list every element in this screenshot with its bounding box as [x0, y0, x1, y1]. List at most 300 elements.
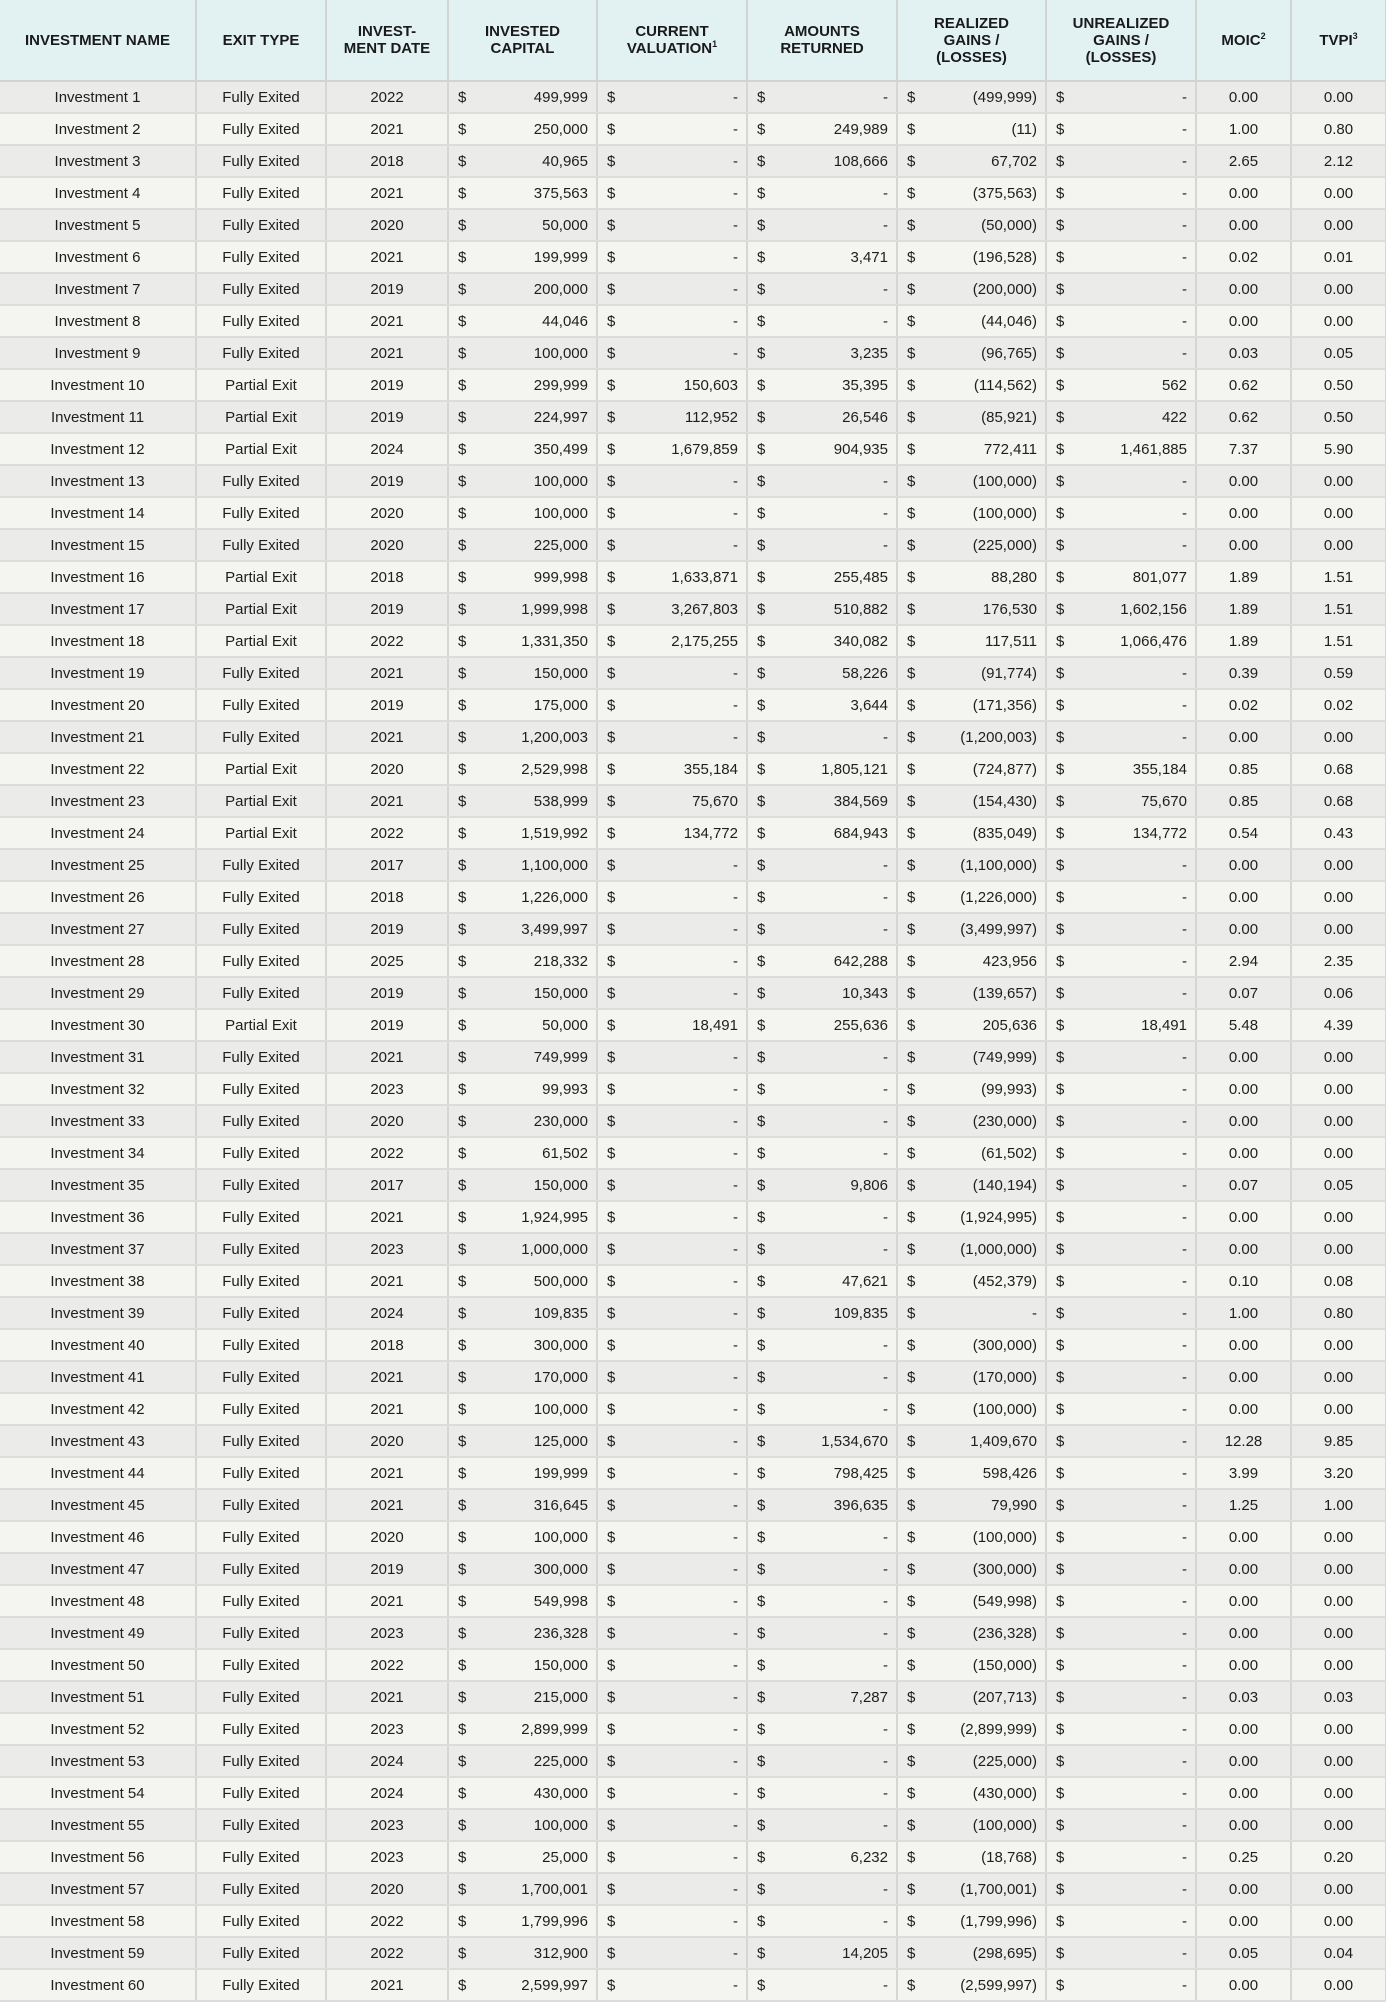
- currency-symbol: $: [1056, 824, 1065, 842]
- amount: 1,200,003: [521, 728, 588, 746]
- amount: 100,000: [533, 1400, 588, 1418]
- cell-investment-date: 2021: [326, 785, 448, 817]
- cell-invested-capital: [448, 305, 597, 337]
- cell-tvpi: 2.35: [1291, 945, 1386, 977]
- amount: (100,000): [972, 472, 1037, 490]
- amount: -: [1182, 1560, 1187, 1578]
- cell-unrealized-gains: [1046, 273, 1196, 305]
- cell-investment-name: Investment 39: [0, 1297, 196, 1329]
- currency-symbol: $: [907, 792, 916, 810]
- amount: 684,943: [833, 824, 888, 842]
- amount: 1,409,670: [970, 1432, 1037, 1450]
- currency-symbol: $: [458, 376, 467, 394]
- cell-unrealized-gains: [1046, 113, 1196, 145]
- amount: 134,772: [1132, 824, 1187, 842]
- amount: -: [733, 344, 738, 362]
- cell-realized-gains: [897, 1457, 1046, 1489]
- cell-moic: 0.00: [1196, 465, 1291, 497]
- cell-realized-gains: [897, 529, 1046, 561]
- currency-symbol: $: [607, 1912, 616, 1930]
- amount: (724,877): [972, 760, 1037, 778]
- cell-investment-name: Investment 33: [0, 1105, 196, 1137]
- cell-invested-capital: [448, 81, 597, 113]
- amount: 772,411: [983, 440, 1037, 458]
- currency-symbol: $: [1056, 1464, 1065, 1482]
- amount: 1,000,000: [521, 1240, 588, 1258]
- cell-investment-date: 2022: [326, 1649, 448, 1681]
- cell-current-valuation: [597, 177, 747, 209]
- cell-exit-type: Fully Exited: [196, 1425, 326, 1457]
- cell-investment-name: Investment 29: [0, 977, 196, 1009]
- currency-symbol: $: [458, 344, 467, 362]
- cell-investment-name: Investment 16: [0, 561, 196, 593]
- cell-tvpi: 0.00: [1291, 1329, 1386, 1361]
- currency-symbol: $: [1056, 1624, 1065, 1642]
- amount: 79,990: [991, 1496, 1037, 1514]
- amount: -: [883, 216, 888, 234]
- currency-symbol: $: [607, 504, 616, 522]
- cell-unrealized-gains: [1046, 1585, 1196, 1617]
- currency-symbol: $: [907, 632, 916, 650]
- header-investment-name: INVESTMENT NAME: [0, 0, 196, 81]
- cell-unrealized-gains: [1046, 337, 1196, 369]
- cell-current-valuation: [597, 1809, 747, 1841]
- cell-moic: 0.00: [1196, 1393, 1291, 1425]
- currency-symbol: $: [907, 472, 916, 490]
- cell-realized-gains: [897, 81, 1046, 113]
- cell-realized-gains: [897, 1905, 1046, 1937]
- table-row: [0, 945, 1386, 977]
- cell-invested-capital: [448, 721, 597, 753]
- amount: (100,000): [972, 1528, 1037, 1546]
- cell-moic: 0.05: [1196, 1937, 1291, 1969]
- cell-realized-gains: [897, 305, 1046, 337]
- cell-investment-name: Investment 30: [0, 1009, 196, 1041]
- table-row: [0, 529, 1386, 561]
- cell-exit-type: Fully Exited: [196, 1617, 326, 1649]
- cell-investment-date: 2022: [326, 1937, 448, 1969]
- cell-exit-type: Fully Exited: [196, 1745, 326, 1777]
- cell-current-valuation: [597, 241, 747, 273]
- table-row: [0, 1681, 1386, 1713]
- cell-investment-date: 2020: [326, 1425, 448, 1457]
- cell-current-valuation: [597, 1521, 747, 1553]
- cell-current-valuation: [597, 593, 747, 625]
- cell-current-valuation: [597, 81, 747, 113]
- cell-current-valuation: [597, 1489, 747, 1521]
- currency-symbol: $: [607, 536, 616, 554]
- cell-investment-name: Investment 17: [0, 593, 196, 625]
- cell-amounts-returned: [747, 433, 897, 465]
- currency-symbol: $: [907, 856, 916, 874]
- amount: (154,430): [972, 792, 1037, 810]
- cell-amounts-returned: [747, 849, 897, 881]
- cell-investment-name: Investment 57: [0, 1873, 196, 1905]
- cell-investment-date: 2021: [326, 1585, 448, 1617]
- cell-exit-type: Fully Exited: [196, 273, 326, 305]
- amount: -: [733, 88, 738, 106]
- cell-amounts-returned: [747, 81, 897, 113]
- currency-symbol: $: [907, 408, 916, 426]
- amount: (236,328): [972, 1624, 1037, 1642]
- currency-symbol: $: [458, 1496, 467, 1514]
- currency-symbol: $: [607, 1272, 616, 1290]
- amount: -: [733, 1400, 738, 1418]
- cell-investment-name: Investment 40: [0, 1329, 196, 1361]
- currency-symbol: $: [458, 1208, 467, 1226]
- cell-moic: 0.00: [1196, 721, 1291, 753]
- cell-unrealized-gains: [1046, 465, 1196, 497]
- cell-current-valuation: [597, 657, 747, 689]
- currency-symbol: $: [1056, 1848, 1065, 1866]
- currency-symbol: $: [607, 1080, 616, 1098]
- currency-symbol: $: [458, 1304, 467, 1322]
- cell-exit-type: Fully Exited: [196, 177, 326, 209]
- cell-investment-date: 2017: [326, 1169, 448, 1201]
- table-row: [0, 1905, 1386, 1937]
- currency-symbol: $: [458, 472, 467, 490]
- currency-symbol: $: [607, 856, 616, 874]
- cell-investment-date: 2023: [326, 1073, 448, 1105]
- cell-tvpi: 0.00: [1291, 1969, 1386, 2001]
- cell-tvpi: 1.00: [1291, 1489, 1386, 1521]
- currency-symbol: $: [607, 984, 616, 1002]
- amount: -: [1182, 1368, 1187, 1386]
- cell-current-valuation: [597, 721, 747, 753]
- amount: (100,000): [972, 1816, 1037, 1834]
- amount: -: [1182, 248, 1187, 266]
- amount: -: [733, 1368, 738, 1386]
- currency-symbol: $: [907, 1944, 916, 1962]
- cell-moic: 0.00: [1196, 1873, 1291, 1905]
- cell-exit-type: Partial Exit: [196, 785, 326, 817]
- currency-symbol: $: [458, 184, 467, 202]
- table-row: [0, 721, 1386, 753]
- amount: -: [733, 216, 738, 234]
- cell-investment-name: Investment 11: [0, 401, 196, 433]
- cell-investment-name: Investment 56: [0, 1841, 196, 1873]
- cell-invested-capital: [448, 1457, 597, 1489]
- cell-unrealized-gains: [1046, 1553, 1196, 1585]
- amount: -: [1182, 1432, 1187, 1450]
- header-amounts-returned: AMOUNTS RETURNED: [747, 0, 897, 81]
- cell-invested-capital: [448, 113, 597, 145]
- cell-investment-name: Investment 15: [0, 529, 196, 561]
- amount: 225,000: [533, 1752, 588, 1770]
- cell-current-valuation: [597, 753, 747, 785]
- cell-moic: 0.62: [1196, 401, 1291, 433]
- amount: -: [1182, 1176, 1187, 1194]
- currency-symbol: $: [607, 472, 616, 490]
- amount: -: [883, 1784, 888, 1802]
- currency-symbol: $: [1056, 760, 1065, 778]
- cell-realized-gains: [897, 1681, 1046, 1713]
- cell-moic: 0.00: [1196, 881, 1291, 913]
- amount: 300,000: [533, 1560, 588, 1578]
- currency-symbol: $: [757, 920, 766, 938]
- cell-tvpi: 0.00: [1291, 209, 1386, 241]
- currency-symbol: $: [907, 1304, 916, 1322]
- amount: -: [733, 1464, 738, 1482]
- amount: -: [733, 504, 738, 522]
- cell-investment-date: 2021: [326, 177, 448, 209]
- currency-symbol: $: [757, 1944, 766, 1962]
- currency-symbol: $: [1056, 1048, 1065, 1066]
- cell-tvpi: 1.51: [1291, 593, 1386, 625]
- table-row: [0, 1265, 1386, 1297]
- cell-tvpi: 0.00: [1291, 1585, 1386, 1617]
- amount: -: [733, 856, 738, 874]
- currency-symbol: $: [757, 1784, 766, 1802]
- currency-symbol: $: [907, 1176, 916, 1194]
- amount: (375,563): [972, 184, 1037, 202]
- amount: 18,491: [692, 1016, 738, 1034]
- cell-tvpi: 0.00: [1291, 1809, 1386, 1841]
- cell-invested-capital: [448, 177, 597, 209]
- amount: -: [1182, 728, 1187, 746]
- cell-investment-name: Investment 25: [0, 849, 196, 881]
- cell-investment-date: 2021: [326, 1457, 448, 1489]
- amount: 312,900: [533, 1944, 588, 1962]
- cell-investment-name: Investment 27: [0, 913, 196, 945]
- cell-invested-capital: [448, 1393, 597, 1425]
- cell-tvpi: 0.00: [1291, 881, 1386, 913]
- cell-investment-date: 2021: [326, 305, 448, 337]
- amount: 801,077: [1132, 568, 1187, 586]
- cell-invested-capital: [448, 241, 597, 273]
- cell-invested-capital: [448, 1937, 597, 1969]
- cell-exit-type: Partial Exit: [196, 817, 326, 849]
- amount: (44,046): [981, 312, 1037, 330]
- amount: -: [883, 1144, 888, 1162]
- cell-investment-name: Investment 55: [0, 1809, 196, 1841]
- cell-moic: 0.00: [1196, 81, 1291, 113]
- cell-realized-gains: [897, 561, 1046, 593]
- cell-investment-date: 2024: [326, 1297, 448, 1329]
- amount: 2,599,997: [521, 1976, 588, 1994]
- cell-amounts-returned: [747, 1489, 897, 1521]
- cell-tvpi: 0.00: [1291, 1201, 1386, 1233]
- cell-current-valuation: [597, 337, 747, 369]
- currency-symbol: $: [458, 1848, 467, 1866]
- currency-symbol: $: [458, 1944, 467, 1962]
- cell-moic: 0.07: [1196, 977, 1291, 1009]
- currency-symbol: $: [1056, 600, 1065, 618]
- cell-exit-type: Fully Exited: [196, 881, 326, 913]
- currency-symbol: $: [458, 1560, 467, 1578]
- cell-investment-date: 2021: [326, 721, 448, 753]
- amount: 75,670: [1141, 792, 1187, 810]
- cell-realized-gains: [897, 1105, 1046, 1137]
- cell-investment-date: 2019: [326, 913, 448, 945]
- amount: 176,530: [982, 600, 1037, 618]
- currency-symbol: $: [757, 1368, 766, 1386]
- currency-symbol: $: [757, 1208, 766, 1226]
- currency-symbol: $: [458, 536, 467, 554]
- table-row: [0, 1329, 1386, 1361]
- cell-invested-capital: [448, 1681, 597, 1713]
- cell-exit-type: Fully Exited: [196, 1809, 326, 1841]
- cell-current-valuation: [597, 1617, 747, 1649]
- amount: 67,702: [991, 152, 1037, 170]
- currency-symbol: $: [907, 1400, 916, 1418]
- cell-current-valuation: [597, 1297, 747, 1329]
- cell-moic: 1.25: [1196, 1489, 1291, 1521]
- cell-exit-type: Fully Exited: [196, 1713, 326, 1745]
- currency-symbol: $: [1056, 376, 1065, 394]
- amount: 109,835: [533, 1304, 588, 1322]
- currency-symbol: $: [907, 1368, 916, 1386]
- amount: 798,425: [833, 1464, 888, 1482]
- amount: 1,461,885: [1120, 440, 1187, 458]
- amount: (1,226,000): [960, 888, 1037, 906]
- amount: 1,633,871: [671, 568, 738, 586]
- table-row: [0, 1137, 1386, 1169]
- amount: -: [733, 1976, 738, 1994]
- cell-realized-gains: [897, 1201, 1046, 1233]
- amount: (200,000): [972, 280, 1037, 298]
- amount: -: [1182, 536, 1187, 554]
- amount: -: [1182, 88, 1187, 106]
- cell-exit-type: Fully Exited: [196, 145, 326, 177]
- cell-moic: 0.02: [1196, 241, 1291, 273]
- currency-symbol: $: [907, 1816, 916, 1834]
- amount: -: [1182, 1240, 1187, 1258]
- currency-symbol: $: [458, 984, 467, 1002]
- currency-symbol: $: [1056, 472, 1065, 490]
- table-row: [0, 625, 1386, 657]
- table-row: [0, 1809, 1386, 1841]
- cell-unrealized-gains: [1046, 401, 1196, 433]
- amount: -: [1182, 1272, 1187, 1290]
- cell-invested-capital: [448, 945, 597, 977]
- table-row: [0, 1393, 1386, 1425]
- amount: -: [733, 120, 738, 138]
- currency-symbol: $: [607, 1720, 616, 1738]
- cell-unrealized-gains: [1046, 1073, 1196, 1105]
- amount: 225,000: [533, 536, 588, 554]
- currency-symbol: $: [607, 1400, 616, 1418]
- currency-symbol: $: [458, 1240, 467, 1258]
- cell-amounts-returned: [747, 1969, 897, 2001]
- currency-symbol: $: [607, 1464, 616, 1482]
- cell-investment-date: 2023: [326, 1233, 448, 1265]
- currency-symbol: $: [607, 1944, 616, 1962]
- amount: -: [1182, 952, 1187, 970]
- cell-invested-capital: [448, 881, 597, 913]
- cell-investment-date: 2022: [326, 817, 448, 849]
- amount: -: [733, 1336, 738, 1354]
- table-row: [0, 337, 1386, 369]
- amount: 538,999: [533, 792, 588, 810]
- cell-tvpi: 0.00: [1291, 1873, 1386, 1905]
- cell-current-valuation: [597, 1457, 747, 1489]
- cell-moic: 2.65: [1196, 145, 1291, 177]
- cell-investment-date: 2023: [326, 1713, 448, 1745]
- amount: (170,000): [972, 1368, 1037, 1386]
- cell-moic: 0.00: [1196, 1329, 1291, 1361]
- cell-amounts-returned: [747, 1521, 897, 1553]
- table-row: [0, 1713, 1386, 1745]
- cell-realized-gains: [897, 337, 1046, 369]
- currency-symbol: $: [757, 312, 766, 330]
- cell-investment-date: 2021: [326, 1393, 448, 1425]
- currency-symbol: $: [607, 1592, 616, 1610]
- cell-current-valuation: [597, 1233, 747, 1265]
- amount: -: [1182, 696, 1187, 714]
- cell-investment-name: Investment 1: [0, 81, 196, 113]
- currency-symbol: $: [907, 1976, 916, 1994]
- currency-symbol: $: [1056, 1112, 1065, 1130]
- amount: -: [883, 504, 888, 522]
- cell-realized-gains: [897, 785, 1046, 817]
- currency-symbol: $: [757, 1880, 766, 1898]
- amount: (300,000): [972, 1336, 1037, 1354]
- cell-tvpi: 0.00: [1291, 1393, 1386, 1425]
- amount: -: [1182, 1784, 1187, 1802]
- amount: -: [883, 1752, 888, 1770]
- cell-exit-type: Fully Exited: [196, 465, 326, 497]
- cell-moic: 0.00: [1196, 497, 1291, 529]
- cell-amounts-returned: [747, 241, 897, 273]
- currency-symbol: $: [757, 600, 766, 618]
- cell-exit-type: Fully Exited: [196, 1393, 326, 1425]
- amount: 422: [1161, 408, 1187, 426]
- amount: -: [883, 1624, 888, 1642]
- amount: -: [883, 1336, 888, 1354]
- cell-moic: 0.00: [1196, 1713, 1291, 1745]
- amount: -: [1182, 120, 1187, 138]
- currency-symbol: $: [458, 1528, 467, 1546]
- table-row: [0, 81, 1386, 113]
- amount: (835,049): [972, 824, 1037, 842]
- cell-tvpi: 0.02: [1291, 689, 1386, 721]
- amount: 117,511: [985, 632, 1037, 650]
- cell-realized-gains: [897, 945, 1046, 977]
- currency-symbol: $: [607, 1304, 616, 1322]
- amount: -: [1182, 856, 1187, 874]
- amount: (2,599,997): [960, 1976, 1037, 1994]
- table-row: [0, 1553, 1386, 1585]
- cell-realized-gains: [897, 1297, 1046, 1329]
- amount: -: [1182, 1336, 1187, 1354]
- cell-investment-date: 2018: [326, 881, 448, 913]
- amount: -: [733, 1592, 738, 1610]
- table-row: [0, 1745, 1386, 1777]
- amount: 170,000: [533, 1368, 588, 1386]
- currency-symbol: $: [757, 1848, 766, 1866]
- cell-amounts-returned: [747, 689, 897, 721]
- currency-symbol: $: [607, 88, 616, 106]
- cell-tvpi: 0.00: [1291, 305, 1386, 337]
- cell-tvpi: 0.00: [1291, 81, 1386, 113]
- currency-symbol: $: [907, 88, 916, 106]
- cell-exit-type: Fully Exited: [196, 1969, 326, 2001]
- cell-tvpi: 1.51: [1291, 561, 1386, 593]
- cell-current-valuation: [597, 145, 747, 177]
- cell-investment-name: Investment 22: [0, 753, 196, 785]
- amount: -: [883, 1048, 888, 1066]
- currency-symbol: $: [607, 440, 616, 458]
- currency-symbol: $: [458, 216, 467, 234]
- amount: -: [883, 1208, 888, 1226]
- amount: 25,000: [542, 1848, 588, 1866]
- amount: (11): [1011, 120, 1037, 138]
- cell-realized-gains: [897, 145, 1046, 177]
- cell-investment-date: 2022: [326, 81, 448, 113]
- amount: 300,000: [533, 1336, 588, 1354]
- cell-invested-capital: [448, 529, 597, 561]
